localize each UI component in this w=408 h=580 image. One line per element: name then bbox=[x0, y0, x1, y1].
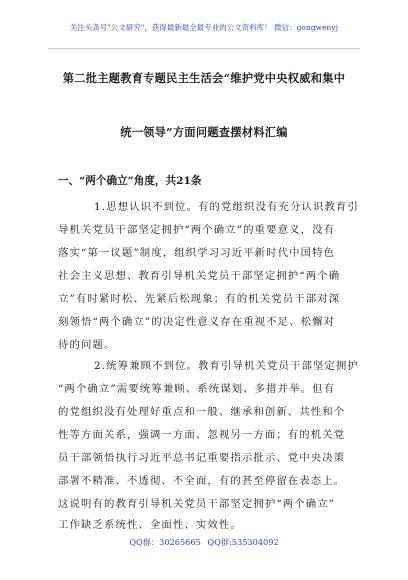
body-line: “两个确立”需要统筹兼顾、系统谋划、多措并举。但有 bbox=[58, 383, 336, 395]
body-line: 这说明有的教育引导机关党员干部坚定拥护“两个确立” bbox=[58, 498, 336, 510]
body-line: 性等方面关系，强调一方面、忽视另一方面；有的机关党 bbox=[58, 429, 346, 441]
body-line: 落实“第一议题”制度，组织学习习近平新时代中国特色 bbox=[58, 247, 336, 259]
body-line: 立”有时紧时松、先紧后松现象；有的机关党员干部对深 bbox=[58, 293, 341, 305]
body-line: 导机关党员干部坚定拥护“两个确立”的重要意义，没有 bbox=[58, 224, 336, 236]
footer-qq-group-1: QQ群：30265665 bbox=[129, 537, 201, 547]
body-line: 员干部领悟执行习近平总书记重要指示批示、党中央决策 bbox=[58, 452, 346, 464]
header-divider bbox=[48, 48, 360, 49]
body-line: 1.思想认识不到位。有的党组织没有充分认识教育引 bbox=[94, 201, 359, 213]
body-line: 待的问题。 bbox=[58, 339, 116, 351]
body-line: 部署不精准、不透彻、不全面，有的甚至停留在表态上。 bbox=[58, 475, 346, 487]
body-line: 刻领悟“两个确立”的决定性意义存在重视不足、松懈对 bbox=[58, 316, 336, 328]
header-note: 关注头条号"公文研究"，获得最新最全最专业的公文资料库！ 微信：gongwenyj bbox=[69, 23, 339, 32]
document-title-line-1: 第二批主题教育专题民主生活会“维护党中央权威和集中 bbox=[62, 71, 346, 85]
body-line: 2.统筹兼顾不到位。教育引导机关党员干部坚定拥护 bbox=[94, 360, 359, 372]
body-line: 社会主义思想、教育引导机关党员干部坚定拥护“两个确 bbox=[58, 270, 341, 282]
body-line: 工作缺乏系统性、全面性、实效性。 bbox=[58, 519, 242, 531]
body-line: 的党组织没有处理好重点和一般、继承和创新、共性和个 bbox=[58, 406, 346, 418]
footer-qq-group-2: QQ群:535304092 bbox=[207, 537, 279, 547]
document-title-line-2: 统一领导”方面问题查摆材料汇编 bbox=[120, 125, 288, 139]
section-heading: 一、“两个确立”角度，共21条 bbox=[58, 175, 202, 187]
footer-note bbox=[0, 537, 408, 548]
